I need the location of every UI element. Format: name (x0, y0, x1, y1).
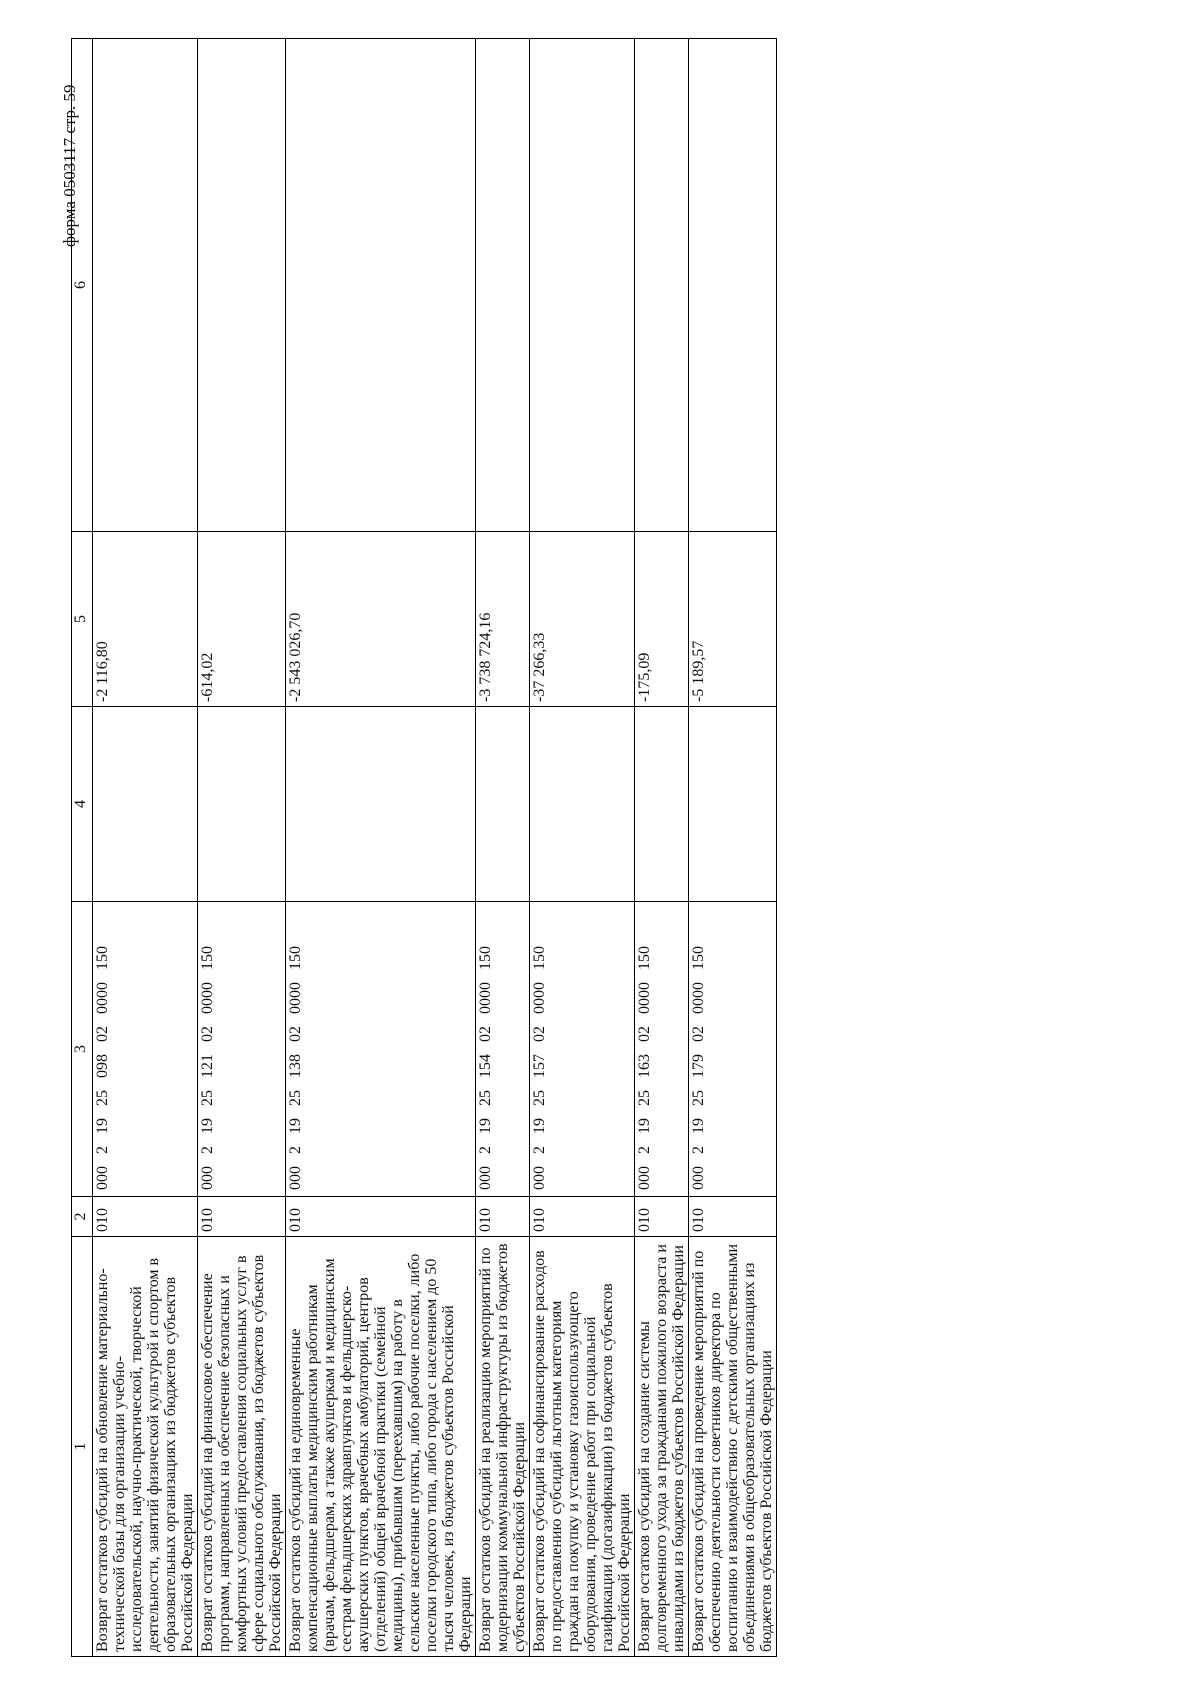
column-header-2: 2 (72, 1197, 93, 1237)
table-row (286, 39, 476, 1657)
row-code: 010 (689, 1197, 777, 1237)
row-col6 (635, 39, 689, 532)
row-name: Возврат остатков субсидий на реализацию мероприятий по модернизации коммунальной инфраструктуры из бюджетов субъектов Российской Федерации (476, 1237, 530, 1657)
row-col6 (93, 39, 198, 532)
row-amount: -2 543 026,70 (286, 532, 476, 707)
row-col4 (476, 707, 530, 902)
row-col4 (530, 707, 635, 902)
table-row (689, 39, 777, 1657)
table-row (530, 39, 635, 1657)
row-name: Возврат остатков субсидий на создание системы долговременного ухода за гражданами пожилого возраста и инвалидами из бюджетов субъектов Российской Федерации (635, 1237, 689, 1657)
report-table (71, 38, 777, 1657)
row-amount: -37 266,33 (530, 532, 635, 707)
row-kbk: 000 2 19 25 179 02 0000 150 (689, 902, 777, 1197)
row-code: 010 (198, 1197, 286, 1237)
row-col4 (198, 707, 286, 902)
row-code: 010 (93, 1197, 198, 1237)
row-kbk: 000 2 19 25 138 02 0000 150 (286, 902, 476, 1197)
row-col4 (286, 707, 476, 902)
row-name: Возврат остатков субсидий на проведение мероприятий по обеспечению деятельности советников директора по воспитанию и взаимодействию с детскими общественными объединениями в общеобразовательных организациях из бюджетов субъектов Российской Федерации (689, 1237, 777, 1657)
column-header-3: 3 (72, 902, 93, 1197)
row-amount: -175,09 (635, 532, 689, 707)
row-name: Возврат остатков субсидий на софинансирование расходов по предоставлению субсидий льготным категориям граждан на покупку и установку газоиспользующего оборудования, проведение работ при социальной газификации (догазификации) из бюджетов субъектов Российской Федерации (530, 1237, 635, 1657)
row-col4 (689, 707, 777, 902)
row-col4 (635, 707, 689, 902)
column-header-4: 4 (72, 707, 93, 902)
row-kbk: 000 2 19 25 098 02 0000 150 (93, 902, 198, 1197)
table-row (198, 39, 286, 1657)
row-kbk: 000 2 19 25 163 02 0000 150 (635, 902, 689, 1197)
form-number-line: форма 0503117 стр. 59 (60, 84, 79, 247)
row-code: 010 (635, 1197, 689, 1237)
row-col4 (93, 707, 198, 902)
row-kbk: 000 2 19 25 157 02 0000 150 (530, 902, 635, 1197)
column-header-5: 5 (72, 532, 93, 707)
row-code: 010 (286, 1197, 476, 1237)
row-col6 (286, 39, 476, 532)
row-name: Возврат остатков субсидий на финансовое обеспечение программ, направленных на обеспечение безопасных и комфортных условий предоставления социальных услуг в сфере социального обслуживания, из бюджетов субъектов Российской Федерации (198, 1237, 286, 1657)
row-amount: -614,02 (198, 532, 286, 707)
row-name: Возврат остатков субсидий на единовременные компенсационные выплаты медицинским работникам (врачам, фельдшерам, а также акушеркам и медицинским сестрам фельдшерских здравпунктов и фельдшерско-акушерских пунктов, врачебных амбулаторий, центров (отделений) общей врачебной практики (семейной медицины), прибывшим (переехавшим) на работу в сельские населенные пункты, либо рабочие поселки, либо поселки городского типа, либо города с населением до 50 тысяч человек, из бюджетов субъектов Российской Федерации (286, 1237, 476, 1657)
column-header-1: 1 (72, 1237, 93, 1657)
row-col6 (198, 39, 286, 532)
row-code: 010 (530, 1197, 635, 1237)
row-code: 010 (476, 1197, 530, 1237)
table-row (93, 39, 198, 1657)
column-header-6: 6 (72, 39, 93, 532)
row-col6 (530, 39, 635, 532)
row-amount: -3 738 724,16 (476, 532, 530, 707)
table-row (476, 39, 530, 1657)
column-number-row (72, 39, 93, 1657)
row-amount: -2 116,80 (93, 532, 198, 707)
row-name: Возврат остатков субсидий на обновление материально-технической базы для организации учебно-исследовательской, научно-практической, творческой деятельности, занятий физической культурой и спортом в образовательных организациях из бюджетов субъектов Российской Федерации (93, 1237, 198, 1657)
table-row (635, 39, 689, 1657)
row-amount: -5 189,57 (689, 532, 777, 707)
row-kbk: 000 2 19 25 121 02 0000 150 (198, 902, 286, 1197)
row-col6 (689, 39, 777, 532)
row-col6 (476, 39, 530, 532)
row-kbk: 000 2 19 25 154 02 0000 150 (476, 902, 530, 1197)
